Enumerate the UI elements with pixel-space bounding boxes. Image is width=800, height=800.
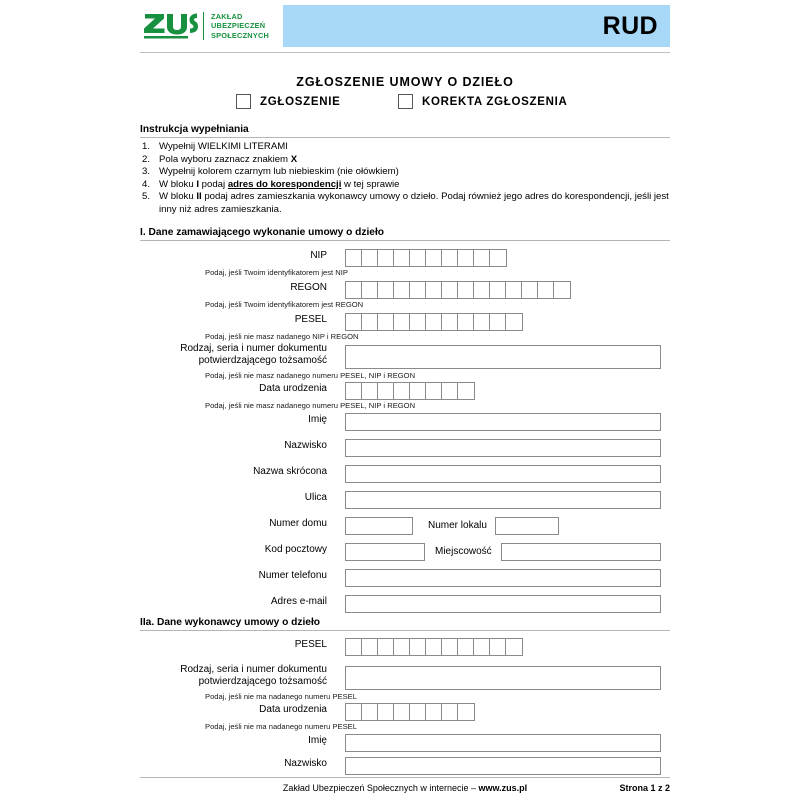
grid-cell[interactable] [362, 704, 378, 720]
grid-cell[interactable] [442, 282, 458, 298]
field-row-document-2 [140, 664, 670, 690]
grid-cell[interactable] [362, 314, 378, 330]
checkbox-korekta-label: KOREKTA ZGŁOSZENIA [422, 95, 568, 108]
hint-nip: Podaj, jeśli Twoim identyfikatorem jest NIP [205, 268, 348, 277]
label-pesel: PESEL [294, 314, 327, 325]
label-document [140, 343, 336, 368]
list-item-text: W bloku II podaj adres zamieszkania wykonawcy umowy o dzieło. Podaj również jego adres do korespondencji, jeśli jest inny niż adres zamieszkania. [159, 191, 669, 215]
label-street: Ulica [304, 492, 327, 503]
section-one-heading: I. Dane zamawiającego wykonanie umowy o dzieło [140, 227, 385, 238]
zus-logo-icon [142, 9, 198, 43]
grid-cell[interactable] [458, 639, 474, 655]
field-row-regon [140, 281, 670, 299]
field-row-birth-date-2 [140, 703, 670, 721]
grid-cell[interactable] [506, 639, 522, 655]
grid-cell[interactable] [426, 383, 442, 399]
section-two-a-divider [140, 630, 670, 631]
grid-cell[interactable] [474, 250, 490, 266]
grid-cell[interactable] [378, 314, 394, 330]
label-house-number: Numer domu [269, 518, 327, 529]
input-city[interactable] [501, 543, 661, 561]
grid-cell[interactable] [458, 314, 474, 330]
input-last-name-2[interactable] [345, 757, 661, 775]
label-first-name-2: Imię [308, 735, 327, 746]
field-row-first-name-2 [140, 734, 670, 752]
checkbox-zgloszenie-box[interactable] [236, 94, 251, 109]
grid-cell[interactable] [458, 704, 474, 720]
input-document-2[interactable] [345, 666, 661, 690]
grid-cell[interactable] [394, 639, 410, 655]
input-phone[interactable] [345, 569, 661, 587]
field-row-street [140, 491, 670, 509]
list-item-number: 5. [142, 191, 151, 203]
instructions-list [140, 141, 675, 217]
list-item-text: Wypełnij WIELKIMI LITERAMI [159, 141, 288, 152]
grid-cell[interactable] [458, 383, 474, 399]
field-row-birth-date [140, 382, 670, 400]
label-document-line-2: potwierdzającego tożsamość [198, 355, 327, 367]
list-item-number: 4. [142, 178, 151, 190]
field-row-postal-city [140, 543, 670, 561]
input-birth-date[interactable] [345, 382, 475, 400]
list-item [140, 191, 675, 216]
field-row-short-name [140, 465, 670, 483]
logo-word-line-3: SPOŁECZNYCH [211, 30, 270, 40]
zus-logo [140, 5, 283, 47]
list-item-text: Wypełnij kolorem czarnym lub niebieskim (nie ołówkiem) [159, 166, 399, 178]
input-document[interactable] [345, 345, 661, 369]
grid-cell[interactable] [346, 383, 362, 399]
grid-cell[interactable] [426, 704, 442, 720]
grid-cell[interactable] [346, 704, 362, 720]
grid-cell[interactable] [410, 250, 426, 266]
hint-birth-date: Podaj, jeśli nie masz nadanego numeru PESEL, NIP i REGON [205, 401, 416, 410]
grid-cell[interactable] [410, 314, 426, 330]
label-email: Adres e-mail [270, 596, 327, 607]
grid-cell[interactable] [378, 704, 394, 720]
grid-cell[interactable] [474, 282, 490, 298]
grid-cell[interactable] [362, 383, 378, 399]
input-street[interactable] [345, 491, 661, 509]
field-row-email [140, 595, 670, 613]
label-last-name: Nazwisko [284, 440, 327, 451]
instructions-divider [140, 137, 670, 138]
grid-cell[interactable] [442, 383, 458, 399]
checkbox-zgloszenie[interactable] [236, 94, 340, 109]
label-phone: Numer telefonu [258, 570, 327, 581]
grid-cell[interactable] [362, 639, 378, 655]
list-item [140, 179, 675, 192]
header-divider [140, 52, 670, 53]
list-item-text: Pola wyboru zaznacz znakiem X [159, 153, 298, 165]
checkbox-zgloszenie-label: ZGŁOSZENIE [260, 95, 341, 108]
grid-cell[interactable] [346, 250, 362, 266]
grid-cell[interactable] [410, 704, 426, 720]
section-two-a-heading: IIa. Dane wykonawcy umowy o dzieło [140, 617, 321, 628]
label-postal-code: Kod pocztowy [264, 544, 327, 555]
grid-cell[interactable] [442, 704, 458, 720]
list-item-text: W bloku I podaj adres do korespondencji w tej sprawie [159, 178, 400, 190]
grid-cell[interactable] [506, 314, 522, 330]
field-row-phone [140, 569, 670, 587]
hint-regon: Podaj, jeśli Twoim identyfikatorem jest REGON [205, 300, 364, 309]
hint-birth-date-2: Podaj, jeśli nie ma nadanego numeru PESEL [205, 722, 357, 731]
grid-cell[interactable] [394, 250, 410, 266]
hint-pesel: Podaj, jeśli nie masz nadanego NIP i REGON [205, 332, 359, 341]
input-pesel-2[interactable] [345, 638, 523, 656]
label-flat-number: Numer lokalu [428, 520, 487, 531]
grid-cell[interactable] [426, 314, 442, 330]
hint-document: Podaj, jeśli nie masz nadanego numeru PESEL, NIP i REGON [205, 371, 416, 380]
grid-cell[interactable] [458, 250, 474, 266]
grid-cell[interactable] [442, 639, 458, 655]
footer-text [140, 783, 670, 793]
input-last-name[interactable] [345, 439, 661, 457]
form-code: RUD [602, 11, 658, 40]
input-first-name-2[interactable] [345, 734, 661, 752]
logo-word-line-2: UBEZPIECZEŃ [211, 21, 266, 31]
input-first-name[interactable] [345, 413, 661, 431]
grid-cell[interactable] [394, 282, 410, 298]
field-row-pesel-2 [140, 638, 670, 656]
grid-cell[interactable] [538, 282, 554, 298]
list-item [140, 141, 675, 154]
input-regon[interactable] [345, 281, 571, 299]
grid-cell[interactable] [410, 282, 426, 298]
grid-cell[interactable] [474, 314, 490, 330]
grid-cell[interactable] [394, 314, 410, 330]
checkbox-korekta-box[interactable] [398, 94, 413, 109]
list-item-number: 1. [142, 141, 151, 152]
label-city: Miejscowość [435, 546, 492, 557]
grid-cell[interactable] [346, 314, 362, 330]
grid-cell[interactable] [458, 282, 474, 298]
label-birth-date-2: Data urodzenia [259, 704, 327, 715]
footer-page-number: Strona 1 z 2 [619, 783, 670, 793]
grid-cell[interactable] [362, 250, 378, 266]
grid-cell[interactable] [426, 639, 442, 655]
input-short-name[interactable] [345, 465, 661, 483]
field-row-pesel [140, 313, 670, 331]
footer-site: www.zus.pl [478, 783, 528, 793]
label-document-2-line-1: Rodzaj, seria i numer dokumentu [180, 664, 327, 675]
label-pesel-2: PESEL [294, 639, 327, 650]
input-postal-code[interactable] [345, 543, 425, 561]
field-row-last-name [140, 439, 670, 457]
grid-cell[interactable] [522, 282, 538, 298]
footer-divider [140, 777, 670, 778]
grid-cell[interactable] [426, 282, 442, 298]
label-nip: NIP [310, 250, 327, 261]
list-item [140, 166, 675, 179]
label-regon: REGON [290, 282, 327, 293]
page-header [140, 5, 670, 47]
label-document-2 [140, 664, 336, 689]
label-last-name-2: Nazwisko [284, 758, 327, 769]
section-one-divider [140, 240, 670, 241]
grid-cell[interactable] [410, 639, 426, 655]
submission-type-group [140, 94, 670, 114]
grid-cell[interactable] [346, 282, 362, 298]
page-title: ZGŁOSZENIE UMOWY O DZIEŁO [296, 75, 514, 89]
input-birth-date-2[interactable] [345, 703, 475, 721]
grid-cell[interactable] [426, 250, 442, 266]
input-email[interactable] [345, 595, 661, 613]
input-flat-number[interactable] [495, 517, 559, 535]
grid-cell[interactable] [378, 639, 394, 655]
grid-cell[interactable] [378, 383, 394, 399]
field-row-last-name-2 [140, 757, 670, 775]
list-item [140, 154, 675, 167]
grid-cell[interactable] [554, 282, 570, 298]
zus-logo-wordmark [211, 12, 269, 41]
instructions-heading: Instrukcja wypełniania [140, 124, 249, 135]
grid-cell[interactable] [378, 282, 394, 298]
grid-cell[interactable] [394, 383, 410, 399]
checkbox-korekta[interactable] [398, 94, 568, 109]
label-first-name: Imię [308, 414, 327, 425]
grid-cell[interactable] [362, 282, 378, 298]
hint-document-2: Podaj, jeśli nie ma nadanego numeru PESEL [205, 692, 357, 701]
list-item-number: 2. [142, 153, 151, 165]
grid-cell[interactable] [442, 314, 458, 330]
field-row-house-flat [140, 517, 670, 535]
grid-cell[interactable] [442, 250, 458, 266]
grid-cell[interactable] [490, 639, 506, 655]
input-nip[interactable] [345, 249, 507, 267]
field-row-first-name [140, 413, 670, 431]
grid-cell[interactable] [490, 314, 506, 330]
grid-cell[interactable] [490, 250, 506, 266]
grid-cell[interactable] [394, 704, 410, 720]
label-document-line-1: Rodzaj, seria i numer dokumentu [180, 343, 327, 354]
grid-cell[interactable] [378, 250, 394, 266]
list-item-number: 3. [142, 166, 151, 178]
label-document-2-line-2: potwierdzającego tożsamość [198, 676, 327, 688]
logo-divider [203, 12, 204, 40]
grid-cell[interactable] [474, 639, 490, 655]
input-house-number[interactable] [345, 517, 413, 535]
input-pesel[interactable] [345, 313, 523, 331]
footer-org: Zakład Ubezpieczeń Społecznych w internecie – [282, 783, 479, 793]
grid-cell[interactable] [346, 639, 362, 655]
grid-cell[interactable] [490, 282, 506, 298]
label-short-name: Nazwa skrócona [253, 466, 327, 477]
form-code-banner [283, 5, 670, 47]
grid-cell[interactable] [410, 383, 426, 399]
field-row-nip [140, 249, 670, 267]
label-birth-date: Data urodzenia [259, 383, 327, 394]
logo-word-line-1: ZAKŁAD [211, 11, 243, 21]
grid-cell[interactable] [506, 282, 522, 298]
field-row-document [140, 343, 670, 369]
